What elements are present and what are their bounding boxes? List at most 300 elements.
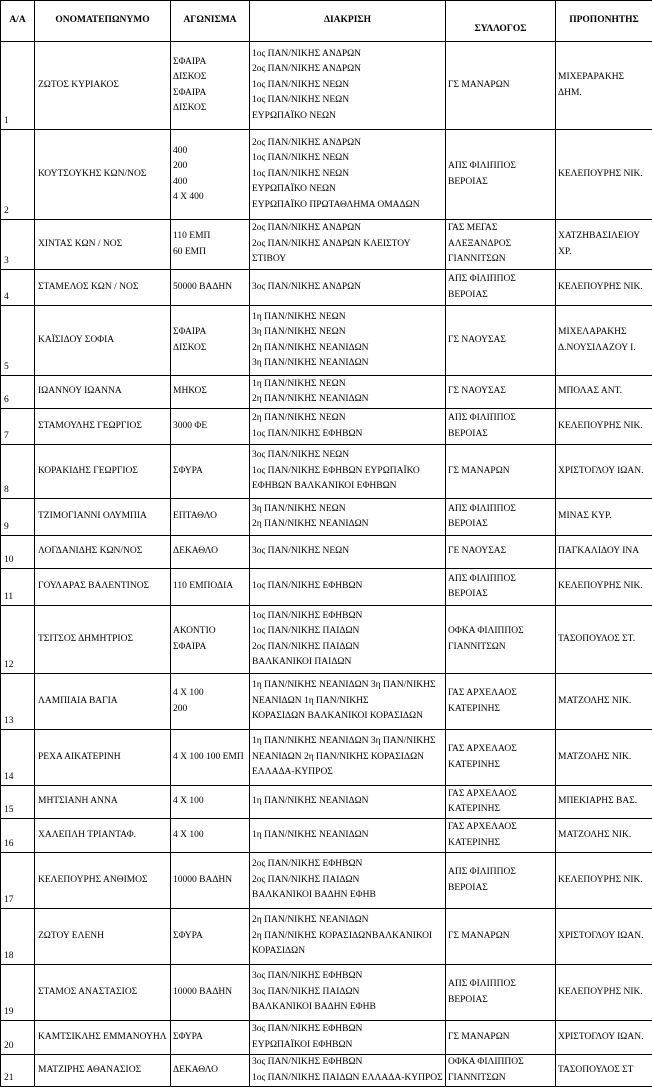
athlete-name: ΓΟΥΛΑΡΑΣ ΒΑΛΕΝΤΙΝΟΣ <box>35 569 171 606</box>
coach-cell-line: ΤΑΣΟΠΟΥΛΟΣ ΣΤ <box>558 1063 650 1079</box>
distinction-cell-line: 3ος ΠΑΝ/ΝΙΚΗΣ ΝΕΩΝ <box>252 544 443 560</box>
event-cell-line: 400 <box>173 144 247 160</box>
distinction-cell-line: 1ος ΠΑΝ/ΝΙΚΗΣ ΕΦΗΒΩΝ <box>252 609 443 625</box>
club-cell-line: ΑΠΣ ΦΙΛΙΠΠΟΣ <box>448 272 553 288</box>
header-index: Α/Α <box>1 1 35 42</box>
event-cell <box>171 270 250 306</box>
coach-cell <box>556 306 652 376</box>
distinction-cell-line: 2η ΠΑΝ/ΝΙΚΗΣ ΝΕΑΝΙΔΩΝ <box>252 341 443 357</box>
row-index: 12 <box>1 606 35 674</box>
athlete-name: ΚΟΥΤΣΟΥΚΗΣ ΚΩΝ/ΝΟΣ <box>35 130 171 220</box>
club-cell-line: ΓΑΣ ΜΕΓΑΣ <box>448 221 553 237</box>
coach-cell-line: ΜΠΕΚΙΑΡΗΣ ΒΑΣ. <box>558 794 650 810</box>
coach-cell-line: ΜΙΧΕΛΑΡΑΚΗΣ <box>558 325 650 341</box>
event-cell <box>171 674 250 730</box>
table-row <box>1 270 652 306</box>
coach-cell <box>556 42 652 130</box>
distinction-cell <box>250 909 446 965</box>
table-row <box>1 1021 652 1055</box>
club-cell <box>446 42 556 130</box>
club-cell <box>446 270 556 306</box>
distinction-cell-line: ΣΤΙΒΟΥ <box>252 252 443 268</box>
distinction-cell-line: ΕΥΡΩΠΑΪΚΟ ΝΕΩΝ <box>252 109 443 125</box>
event-cell <box>171 569 250 606</box>
row-index: 6 <box>1 376 35 409</box>
row-index: 17 <box>1 853 35 909</box>
coach-cell-line: ΜΙΧΕΡΑΡΑΚΗΣ <box>558 70 650 86</box>
event-cell <box>171 1021 250 1055</box>
row-index: 5 <box>1 306 35 376</box>
club-cell-line: ΓΙΑΝΝΙΤΣΩΝ <box>448 640 553 656</box>
event-cell-line: 3000 ΦΕ <box>173 419 247 435</box>
distinction-cell <box>250 786 446 819</box>
distinction-cell-line: 3ος ΠΑΝ/ΝΙΚΗΣ ΝΕΩΝ <box>252 448 443 464</box>
athlete-name: ΛΑΜΠΙΑΙΑ ΒΑΓΙΑ <box>35 674 171 730</box>
distinction-cell-line: 1η ΠΑΝ/ΝΙΚΗΣ ΝΕΑΝΙΔΩΝ <box>252 794 443 810</box>
distinction-cell-line: 3ος ΠΑΝ/ΝΙΚΗΣ ΕΦΗΒΩΝ <box>252 969 443 985</box>
athlete-name: ΙΩΑΝΝΟΥ ΙΩΑΝΝΑ <box>35 376 171 409</box>
event-cell-line: 4 Χ 400 <box>173 190 247 206</box>
distinction-cell-line: ΕΥΡΩΠΑΪΚΟ ΠΡΩΤΑΘΛΗΜΑ ΟΜΑΔΩΝ <box>252 198 443 214</box>
athlete-name: ΜΑΤΖΙΡΗΣ ΑΘΑΝΑΣΙΟΣ <box>35 1055 171 1087</box>
distinction-cell <box>250 270 446 306</box>
athlete-name: ΚΟΡΑΚΙΔΗΣ ΓΕΩΡΓΙΟΣ <box>35 445 171 499</box>
event-cell-line: 4 Χ 100 <box>173 794 247 810</box>
event-cell <box>171 42 250 130</box>
coach-cell-line: ΜΠΟΛΑΣ ΑΝΤ. <box>558 384 650 400</box>
header-row <box>1 1 652 42</box>
event-cell-line: 4 Χ 100 <box>173 686 247 702</box>
distinction-cell-line: 1η ΠΑΝ/ΝΙΚΗΣ ΝΕΩΝ <box>252 310 443 326</box>
club-cell <box>446 1021 556 1055</box>
event-cell-line: 50000 ΒΑΔΗΝ <box>173 280 247 296</box>
club-cell <box>446 1055 556 1087</box>
row-index: 11 <box>1 569 35 606</box>
distinction-cell-line: 1η ΠΑΝ/ΝΙΚΗΣ ΝΕΩΝ <box>252 377 443 393</box>
distinction-cell-line: 2ος ΠΑΝ/ΝΙΚΗΣ ΠΑΙΔΩΝ <box>252 640 443 656</box>
coach-cell-line: ΧΡΙΣΤΟΓΛΟΥ ΙΩΑΝ. <box>558 464 650 480</box>
coach-cell <box>556 376 652 409</box>
distinction-cell-line: 2ος ΠΑΝ/ΝΙΚΗΣ ΑΝΔΡΩΝ <box>252 62 443 78</box>
coach-cell-line: ΠΑΓΚΑΛΙΔΟΥ ΙΝΑ <box>558 544 650 560</box>
event-cell-line: ΣΦΑΙΡΑ <box>173 55 247 71</box>
distinction-cell-line: 1ος ΠΑΝ/ΝΙΚΗΣ ΝΕΩΝ <box>252 93 443 109</box>
distinction-cell-line: ΕΥΡΩΠΑΪΚΟΙ ΕΦΗΒΩΝ <box>252 1038 443 1054</box>
distinction-cell-line: 1η ΠΑΝ/ΝΙΚΗΣ ΝΕΑΝΙΔΩΝ 3η ΠΑΝ/ΝΙΚΗΣ <box>252 734 443 750</box>
coach-cell <box>556 853 652 909</box>
event-cell <box>171 853 250 909</box>
club-cell-line: ΑΠΣ ΦΙΛΙΠΠΟΣ <box>448 977 553 993</box>
club-cell <box>446 409 556 445</box>
event-cell <box>171 220 250 270</box>
table-row <box>1 909 652 965</box>
distinction-cell <box>250 674 446 730</box>
athlete-name: ΣΤΑΜΟΥΛΗΣ ΓΕΩΡΓΙΟΣ <box>35 409 171 445</box>
club-cell-line: ΒΕΡΟΙΑΣ <box>448 288 553 304</box>
club-cell <box>446 606 556 674</box>
distinction-cell-line: 1ος ΠΑΝ/ΝΙΚΗΣ ΑΝΔΡΩΝ <box>252 47 443 63</box>
coach-cell <box>556 220 652 270</box>
distinction-cell <box>250 42 446 130</box>
header-club: ΣΥΛΛΟΓΟΣ <box>446 1 556 42</box>
coach-cell <box>556 409 652 445</box>
coach-cell-line: ΧΑΤΖΗΒΑΣΙΛΕΙΟΥ <box>558 229 650 245</box>
distinction-cell-line: ΒΑΛΚΑΝΙΚΟΙ ΒΑΔΗΝ ΕΦΗΒ <box>252 888 443 904</box>
coach-cell-line: ΜΙΝΑΣ ΚΥΡ. <box>558 509 650 525</box>
row-index: 1 <box>1 42 35 130</box>
club-cell <box>446 220 556 270</box>
club-cell-line: ΓΙΑΝΝΙΤΣΩΝ <box>448 252 553 268</box>
club-cell-line: ΓΑΣ ΑΡΧΕΛΑΟΣ <box>448 742 553 758</box>
coach-cell-line: ΚΕΛΕΠΟΥΡΗΣ ΝΙΚ. <box>558 985 650 1001</box>
distinction-cell <box>250 569 446 606</box>
club-cell <box>446 306 556 376</box>
athlete-name: ΡΕΧΑ ΑΙΚΑΤΕΡΙΝΗ <box>35 730 171 786</box>
event-cell <box>171 376 250 409</box>
distinction-cell <box>250 606 446 674</box>
table-row <box>1 1055 652 1087</box>
distinction-cell-line: ΒΑΛΚΑΝΙΚΟΙ ΒΑΔΗΝ ΕΦΗΒ <box>252 1000 443 1016</box>
club-cell <box>446 445 556 499</box>
coach-cell-line: ΔΗΜ. <box>558 86 650 102</box>
event-cell <box>171 1055 250 1087</box>
athlete-name: ΖΩΤΟΥ ΕΛΕΝΗ <box>35 909 171 965</box>
row-index: 21 <box>1 1055 35 1087</box>
distinction-cell-line: 1ος ΠΑΝ/ΝΙΚΗΣ ΝΕΩΝ <box>252 78 443 94</box>
athlete-name: ΜΗΤΣΙΑΝΗ ΑΝΝΑ <box>35 786 171 819</box>
event-cell <box>171 499 250 536</box>
event-cell-line: ΣΦΑΙΡΑ <box>173 325 247 341</box>
coach-cell <box>556 606 652 674</box>
club-cell-line: ΓΣ ΜΑΝΑΡΩΝ <box>448 1030 553 1046</box>
table-row <box>1 674 652 730</box>
distinction-cell-line: ΕΦΗΒΩΝ ΒΑΛΚΑΝΙΚΟΙ ΕΦΗΒΩΝ <box>252 479 443 495</box>
coach-cell-line: ΧΡΙΣΤΟΓΛΟΥ ΙΩΑΝ. <box>558 929 650 945</box>
distinction-cell-line: 3η ΠΑΝ/ΝΙΚΗΣ ΝΕΑΝΙΔΩΝ <box>252 356 443 372</box>
club-cell-line: ΟΦΚΑ ΦΙΛΙΠΠΟΣ <box>448 1055 553 1071</box>
club-cell-line: ΚΑΤΕΡΙΝΗΣ <box>448 758 553 774</box>
event-cell <box>171 606 250 674</box>
distinction-cell <box>250 536 446 569</box>
coach-cell <box>556 1021 652 1055</box>
event-cell <box>171 909 250 965</box>
event-cell <box>171 965 250 1021</box>
header-distinction: ΔΙΑΚΡΙΣΗ <box>250 1 446 42</box>
athlete-name: ΛΟΓΔΑΝΙΔΗΣ ΚΩΝ/ΝΟΣ <box>35 536 171 569</box>
coach-cell <box>556 965 652 1021</box>
distinction-cell <box>250 220 446 270</box>
athlete-name: ΣΤΑΜΟΣ ΑΝΑΣΤΑΣΙΟΣ <box>35 965 171 1021</box>
coach-cell-line: ΧΡΙΣΤΟΓΛΟΥ ΙΩΑΝ. <box>558 1030 650 1046</box>
table-row <box>1 819 652 853</box>
distinction-cell <box>250 1055 446 1087</box>
event-cell-line: 200 <box>173 702 247 718</box>
table-row <box>1 376 652 409</box>
club-cell-line: ΑΠΣ ΦΙΛΙΠΠΟΣ <box>448 502 553 518</box>
coach-cell <box>556 445 652 499</box>
table-row <box>1 536 652 569</box>
club-cell-line: ΓΣ ΜΑΝΑΡΩΝ <box>448 78 553 94</box>
club-cell-line: ΒΕΡΟΙΑΣ <box>448 175 553 191</box>
coach-cell-line: ΚΕΛΕΠΟΥΡΗΣ ΝΙΚ. <box>558 873 650 889</box>
event-cell-line: ΣΦΥΡΑ <box>173 464 247 480</box>
row-index: 9 <box>1 499 35 536</box>
club-cell-line: ΓΑΣ ΑΡΧΕΛΑΟΣ <box>448 820 553 836</box>
distinction-cell <box>250 819 446 853</box>
row-index: 19 <box>1 965 35 1021</box>
athlete-name: ΚΑΜΤΣΙΚΛΗΣ ΕΜΜΑΝΟΥΗΛ <box>35 1021 171 1055</box>
distinction-cell-line: 1ος ΠΑΝ/ΝΙΚΗΣ ΠΑΙΔΩΝ ΕΛΛΑΔΑ-ΚΥΠΡΟΣ <box>252 1071 443 1087</box>
coach-cell <box>556 674 652 730</box>
row-index: 4 <box>1 270 35 306</box>
athlete-name: ΖΩΤΟΣ ΚΥΡΙΑΚΟΣ <box>35 42 171 130</box>
table-row <box>1 306 652 376</box>
distinction-cell-line: ΝΕΑΝΙΔΩΝ 1η ΠΑΝ/ΝΙΚΗΣ <box>252 694 443 710</box>
table-row <box>1 445 652 499</box>
event-cell-line: 110 ΕΜΠΟΔΙΑ <box>173 579 247 595</box>
event-cell-line: ΔΕΚΑΘΛΟ <box>173 544 247 560</box>
coach-cell-line: ΤΑΣΟΠΟΥΛΟΣ ΣΤ. <box>558 632 650 648</box>
event-cell-line: 60 ΕΜΠ <box>173 245 247 261</box>
row-index: 8 <box>1 445 35 499</box>
club-cell-line: ΒΕΡΟΙΑΣ <box>448 517 553 533</box>
table-row <box>1 786 652 819</box>
athlete-name: ΚΕΛΕΠΟΥΡΗΣ ΑΝΘΙΜΟΣ <box>35 853 171 909</box>
coach-cell <box>556 909 652 965</box>
distinction-cell-line: 3η ΠΑΝ/ΝΙΚΗΣ ΝΕΩΝ <box>252 325 443 341</box>
club-cell <box>446 536 556 569</box>
event-cell-line: ΣΦΥΡΑ <box>173 929 247 945</box>
distinction-cell-line: 1ος ΠΑΝ/ΝΙΚΗΣ ΕΦΗΒΩΝ ΕΥΡΩΠΑΪΚΟ <box>252 464 443 480</box>
row-index: 10 <box>1 536 35 569</box>
coach-cell <box>556 536 652 569</box>
club-cell-line: ΑΠΣ ΦΙΛΙΠΠΟΣ <box>448 411 553 427</box>
table-row <box>1 220 652 270</box>
club-cell-line: ΒΕΡΟΙΑΣ <box>448 993 553 1009</box>
club-cell-line: ΒΕΡΟΙΑΣ <box>448 587 553 603</box>
club-cell <box>446 569 556 606</box>
club-cell <box>446 819 556 853</box>
event-cell <box>171 130 250 220</box>
event-cell-line: ΕΠΤΑΘΛΟ <box>173 509 247 525</box>
distinction-cell-line: 1η ΠΑΝ/ΝΙΚΗΣ ΝΕΑΝΙΔΩΝ 3η ΠΑΝ/ΝΙΚΗΣ <box>252 678 443 694</box>
header-name: ΟΝΟΜΑΤΕΠΩΝΥΜΟ <box>35 1 171 42</box>
row-index: 13 <box>1 674 35 730</box>
event-cell <box>171 730 250 786</box>
distinction-cell-line: 3ος ΠΑΝ/ΝΙΚΗΣ ΕΦΗΒΩΝ <box>252 1055 443 1071</box>
distinction-cell-line: ΚΟΡΑΣΙΔΩΝ ΒΑΛΚΑΝΙΚΟΙ ΚΟΡΑΣΙΔΩΝ <box>252 709 443 725</box>
club-cell-line: ΓΑΣ ΑΡΧΕΛΑΟΣ <box>448 686 553 702</box>
event-cell-line: 4 Χ 100 <box>173 828 247 844</box>
coach-cell <box>556 1055 652 1087</box>
club-cell-line: ΒΕΡΟΙΑΣ <box>448 427 553 443</box>
row-index: 20 <box>1 1021 35 1055</box>
distinction-cell-line: ΝΕΑΝΙΔΩΝ 2η ΠΑΝ/ΝΙΚΗΣ ΚΟΡΑΣΙΔΩΝ <box>252 750 443 766</box>
header-coach: ΠΡΟΠΟΝΗΤΗΣ <box>556 1 652 42</box>
coach-cell-line: ΜΑΤΖΟΛΗΣ ΝΙΚ. <box>558 694 650 710</box>
athlete-name: ΧΙΝΤΑΣ ΚΩΝ / ΝΟΣ <box>35 220 171 270</box>
event-cell-line: 400 <box>173 175 247 191</box>
table-row <box>1 499 652 536</box>
distinction-cell-line: 3η ΠΑΝ/ΝΙΚΗΣ ΝΕΩΝ <box>252 502 443 518</box>
coach-cell <box>556 130 652 220</box>
row-index: 18 <box>1 909 35 965</box>
distinction-cell <box>250 499 446 536</box>
distinction-cell-line: 1ος ΠΑΝ/ΝΙΚΗΣ ΕΦΗΒΩΝ <box>252 579 443 595</box>
distinction-cell <box>250 965 446 1021</box>
event-cell-line: 10000 ΒΑΔΗΝ <box>173 985 247 1001</box>
coach-cell-line: ΚΕΛΕΠΟΥΡΗΣ ΝΙΚ. <box>558 280 650 296</box>
coach-cell-line: Δ.ΝΟΥΣΙΛΑΖΟΥ Ι. <box>558 341 650 357</box>
distinction-cell-line: 3ος ΠΑΝ/ΝΙΚΗΣ ΑΝΔΡΩΝ <box>252 280 443 296</box>
distinction-cell-line: 2η ΠΑΝ/ΝΙΚΗΣ ΝΕΑΝΙΔΩΝ <box>252 392 443 408</box>
athlete-name: ΣΤΑΜΕΛΟΣ ΚΩΝ / ΝΟΣ <box>35 270 171 306</box>
distinction-cell-line: 2η ΠΑΝ/ΝΙΚΗΣ ΝΕΩΝ <box>252 411 443 427</box>
table-row <box>1 853 652 909</box>
event-cell-line: ΔΙΣΚΟΣ <box>173 101 247 117</box>
club-cell-line: ΓΣ ΜΑΝΑΡΩΝ <box>448 464 553 480</box>
event-cell-line: ΣΦΑΙΡΑ <box>173 640 247 656</box>
club-cell-line: ΑΛΕΞΑΝΔΡΟΣ <box>448 237 553 253</box>
distinction-cell-line: 2η ΠΑΝ/ΝΙΚΗΣ ΚΟΡΑΣΙΔΩΝΒΑΛΚΑΝΙΚΟΙ <box>252 929 443 945</box>
distinction-cell-line: 2ος ΠΑΝ/ΝΙΚΗΣ ΕΦΗΒΩΝ <box>252 857 443 873</box>
distinction-cell <box>250 853 446 909</box>
table-header <box>1 1 652 42</box>
club-cell <box>446 786 556 819</box>
distinction-cell-line: 1ος ΠΑΝ/ΝΙΚΗΣ ΝΕΩΝ <box>252 167 443 183</box>
club-cell-line: ΓΣ ΜΑΝΑΡΩΝ <box>448 929 553 945</box>
distinction-cell <box>250 409 446 445</box>
club-cell <box>446 376 556 409</box>
coach-cell <box>556 819 652 853</box>
club-cell-line: ΓΑΣ ΑΡΧΕΛΑΟΣ <box>448 787 553 803</box>
distinction-cell-line: 2ος ΠΑΝ/ΝΙΚΗΣ ΠΑΙΔΩΝ <box>252 873 443 889</box>
event-cell-line: 10000 ΒΑΔΗΝ <box>173 873 247 889</box>
club-cell <box>446 130 556 220</box>
athlete-name: ΚΑΪΣΙΔΟΥ ΣΟΦΙΑ <box>35 306 171 376</box>
club-cell <box>446 674 556 730</box>
distinction-cell <box>250 730 446 786</box>
distinction-cell-line: 2ος ΠΑΝ/ΝΙΚΗΣ ΑΝΔΡΩΝ <box>252 221 443 237</box>
distinction-cell <box>250 306 446 376</box>
club-cell-line: ΚΑΤΕΡΙΝΗΣ <box>448 836 553 852</box>
distinction-cell-line: 3ος ΠΑΝ/ΝΙΚΗΣ ΠΑΙΔΩΝ <box>252 985 443 1001</box>
distinction-cell <box>250 1021 446 1055</box>
event-cell-line: ΑΚΟΝΤΙΟ <box>173 624 247 640</box>
coach-cell <box>556 569 652 606</box>
coach-cell-line: ΜΑΤΖΟΛΗΣ ΝΙΚ. <box>558 750 650 766</box>
event-cell-line: ΣΦΑΙΡΑ <box>173 86 247 102</box>
table-row <box>1 965 652 1021</box>
event-cell-line: ΔΙΣΚΟΣ <box>173 341 247 357</box>
row-index: 3 <box>1 220 35 270</box>
coach-cell-line: ΚΕΛΕΠΟΥΡΗΣ ΝΙΚ. <box>558 419 650 435</box>
club-cell-line: ΑΠΣ ΦΙΛΙΠΠΟΣ <box>448 159 553 175</box>
club-cell-line: ΓΣ ΝΑΟΥΣΑΣ <box>448 384 553 400</box>
distinction-cell-line: 1η ΠΑΝ/ΝΙΚΗΣ ΝΕΑΝΙΔΩΝ <box>252 828 443 844</box>
table-body <box>1 42 652 1087</box>
club-cell-line: ΓΙΑΝΝΙΤΣΩΝ <box>448 1071 553 1087</box>
distinction-cell-line: ΚΟΡΑΣΙΔΩΝ <box>252 944 443 960</box>
coach-cell <box>556 499 652 536</box>
coach-cell <box>556 270 652 306</box>
athlete-name: ΤΖΙΜΟΓΙΑΝΝΙ ΟΛΥΜΠΙΑ <box>35 499 171 536</box>
club-cell-line: ΑΠΣ ΦΙΛΙΠΠΟΣ <box>448 865 553 881</box>
distinction-cell <box>250 445 446 499</box>
club-cell-line: ΚΑΤΕΡΙΝΗΣ <box>448 802 553 818</box>
table-row <box>1 730 652 786</box>
table-row <box>1 42 652 130</box>
distinction-cell-line: 2ος ΠΑΝ/ΝΙΚΗΣ ΑΝΔΡΩΝ <box>252 136 443 152</box>
distinction-cell-line: ΕΥΡΩΠΑΪΚΟ ΝΕΩΝ <box>252 182 443 198</box>
table-row <box>1 130 652 220</box>
athlete-name: ΧΑΛΕΠΛΗ ΤΡΙΑΝΤΑΦ. <box>35 819 171 853</box>
coach-cell-line: ΚΕΛΕΠΟΥΡΗΣ ΝΙΚ. <box>558 579 650 595</box>
club-cell-line: ΒΕΡΟΙΑΣ <box>448 881 553 897</box>
coach-cell-line: ΚΕΛΕΠΟΥΡΗΣ ΝΙΚ. <box>558 167 650 183</box>
club-cell-line: ΓΣ ΝΑΟΥΣΑΣ <box>448 333 553 349</box>
event-cell-line: 200 <box>173 159 247 175</box>
event-cell-line: ΣΦΥΡΑ <box>173 1030 247 1046</box>
club-cell <box>446 730 556 786</box>
club-cell <box>446 965 556 1021</box>
event-cell <box>171 536 250 569</box>
distinction-cell-line: 1ος ΠΑΝ/ΝΙΚΗΣ ΠΑΙΔΩΝ <box>252 624 443 640</box>
club-cell-line: ΟΦΚΑ ΦΙΛΙΠΠΟΣ <box>448 624 553 640</box>
coach-cell-line: ΜΑΤΖΟΛΗΣ ΝΙΚ. <box>558 828 650 844</box>
event-cell-line: ΔΙΣΚΟΣ <box>173 70 247 86</box>
event-cell-line: 110 ΕΜΠ <box>173 229 247 245</box>
row-index: 16 <box>1 819 35 853</box>
row-index: 15 <box>1 786 35 819</box>
coach-cell-line: ΧΡ. <box>558 245 650 261</box>
athlete-name: ΤΣΙΤΣΟΣ ΔΗΜΗΤΡΙΟΣ <box>35 606 171 674</box>
row-index: 7 <box>1 409 35 445</box>
event-cell-line: 4 Χ 100 100 ΕΜΠ <box>173 750 247 766</box>
event-cell <box>171 409 250 445</box>
distinction-cell <box>250 130 446 220</box>
event-cell-line: ΜΗΚΟΣ <box>173 384 247 400</box>
event-cell-line: ΔΕΚΑΘΛΟ <box>173 1063 247 1079</box>
distinction-cell-line: 2η ΠΑΝ/ΝΙΚΗΣ ΝΕΑΝΙΔΩΝ <box>252 517 443 533</box>
club-cell <box>446 499 556 536</box>
event-cell <box>171 819 250 853</box>
distinction-cell-line: 2η ΠΑΝ/ΝΙΚΗΣ ΝΕΑΝΙΔΩΝ <box>252 913 443 929</box>
event-cell <box>171 445 250 499</box>
club-cell-line: ΚΑΤΕΡΙΝΗΣ <box>448 702 553 718</box>
coach-cell <box>556 786 652 819</box>
row-index: 14 <box>1 730 35 786</box>
table-row <box>1 409 652 445</box>
coach-cell <box>556 730 652 786</box>
event-cell <box>171 786 250 819</box>
distinction-cell-line: 1ος ΠΑΝ/ΝΙΚΗΣ ΕΦΗΒΩΝ <box>252 427 443 443</box>
club-cell-line: ΓΕ ΝΑΟΥΣΑΣ <box>448 544 553 560</box>
header-event: ΑΓΩΝΙΣΜΑ <box>171 1 250 42</box>
distinction-cell-line: 1ος ΠΑΝ/ΝΙΚΗΣ ΝΕΩΝ <box>252 151 443 167</box>
distinction-cell-line: ΕΛΛΑΔΑ-ΚΥΠΡΟΣ <box>252 765 443 781</box>
row-index: 2 <box>1 130 35 220</box>
distinction-cell-line: 3ος ΠΑΝ/ΝΙΚΗΣ ΕΦΗΒΩΝ <box>252 1022 443 1038</box>
event-cell <box>171 306 250 376</box>
club-cell <box>446 853 556 909</box>
table-row <box>1 569 652 606</box>
distinction-cell-line: 2ος ΠΑΝ/ΝΙΚΗΣ ΑΝΔΡΩΝ ΚΛΕΙΣΤΟΥ <box>252 237 443 253</box>
distinction-cell <box>250 376 446 409</box>
club-cell <box>446 909 556 965</box>
distinction-cell-line: ΒΑΛΚΑΝΙΚΟΙ ΠΑΙΔΩΝ <box>252 655 443 671</box>
club-cell-line: ΑΠΣ ΦΙΛΙΠΠΟΣ <box>448 572 553 588</box>
